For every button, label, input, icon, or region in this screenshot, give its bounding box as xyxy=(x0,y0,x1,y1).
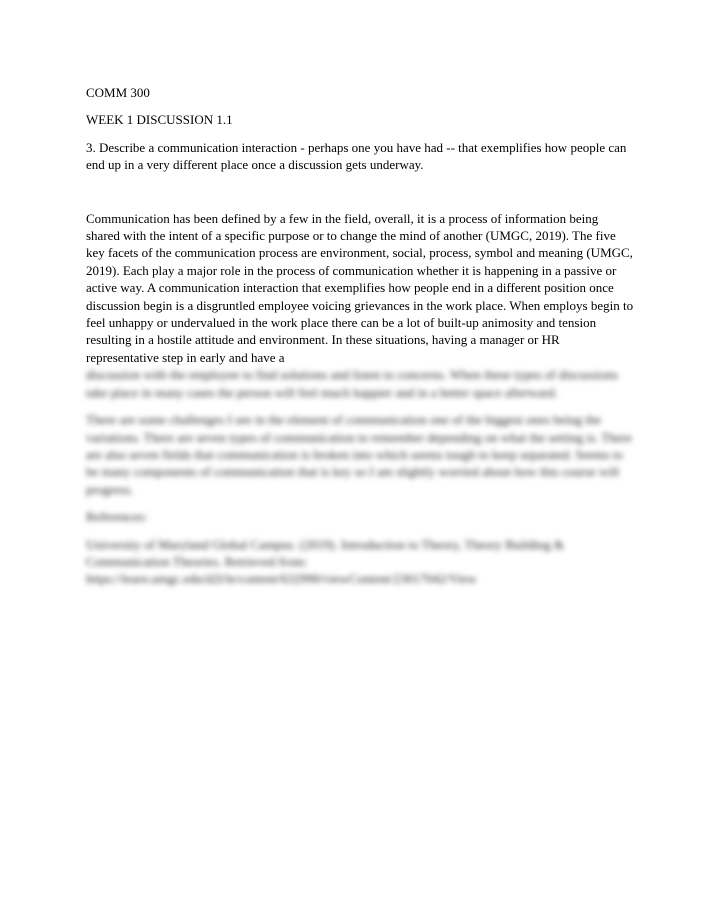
discussion-title: WEEK 1 DISCUSSION 1.1 xyxy=(86,112,233,128)
reference-entry: University of Maryland Global Campus. (2019). Introduction to Theory, Theory Building & Communication Theories. Retrieved from: https://learn.umgc.edu/d2l/le/content/632990/viewContent/23017042/View xyxy=(86,536,565,587)
main-paragraph: Communication has been defined by a few in the field, overall, it is a process of information being shared with the intent of a specific purpose or to change the mind of another (UMGC, 2019). The five key facets of the communication process are environment, social, process, symbol and meaning (UMGC, 2019). Each play a major role in the process of communication whether it is happening in a passive or active way. A communication interaction that exemplifies how people end in a different position once discussion begin is a disgruntled employee voicing grievances in the work place. When employs begin to feel unhappy or undervalued in the work place there can be a lot of built-up animosity and tension resulting in a hostile attitude and environment. In these situations, having a manager or HR representative step in early and have a xyxy=(86,210,634,365)
course-code: COMM 300 xyxy=(86,85,150,100)
discussion-prompt: 3. Describe a communication interaction - perhaps one you have had -- that exemplifies how people can end up in a very different place once a discussion gets underway. xyxy=(86,139,627,173)
document-page xyxy=(86,84,634,588)
blurred-preview-section xyxy=(86,366,634,587)
references-heading: References: xyxy=(86,509,148,525)
blurred-paragraph-continuation: discussion with the employee to find solutions and listen to concerns. When these types of discussions take place in many cases the person will feel much happier and in a better space afterward. xyxy=(86,367,618,400)
blurred-paragraph-challenges: There are some challenges I see in the element of communication one of the biggest ones being the variations. There are seven types of communication to remember depending on what the setting is. There are also seven fields that communication is broken into which seems tough to keep separated. Seems to be many components of communication that is key so I am slightly worried about how this course will progress. xyxy=(86,412,632,497)
